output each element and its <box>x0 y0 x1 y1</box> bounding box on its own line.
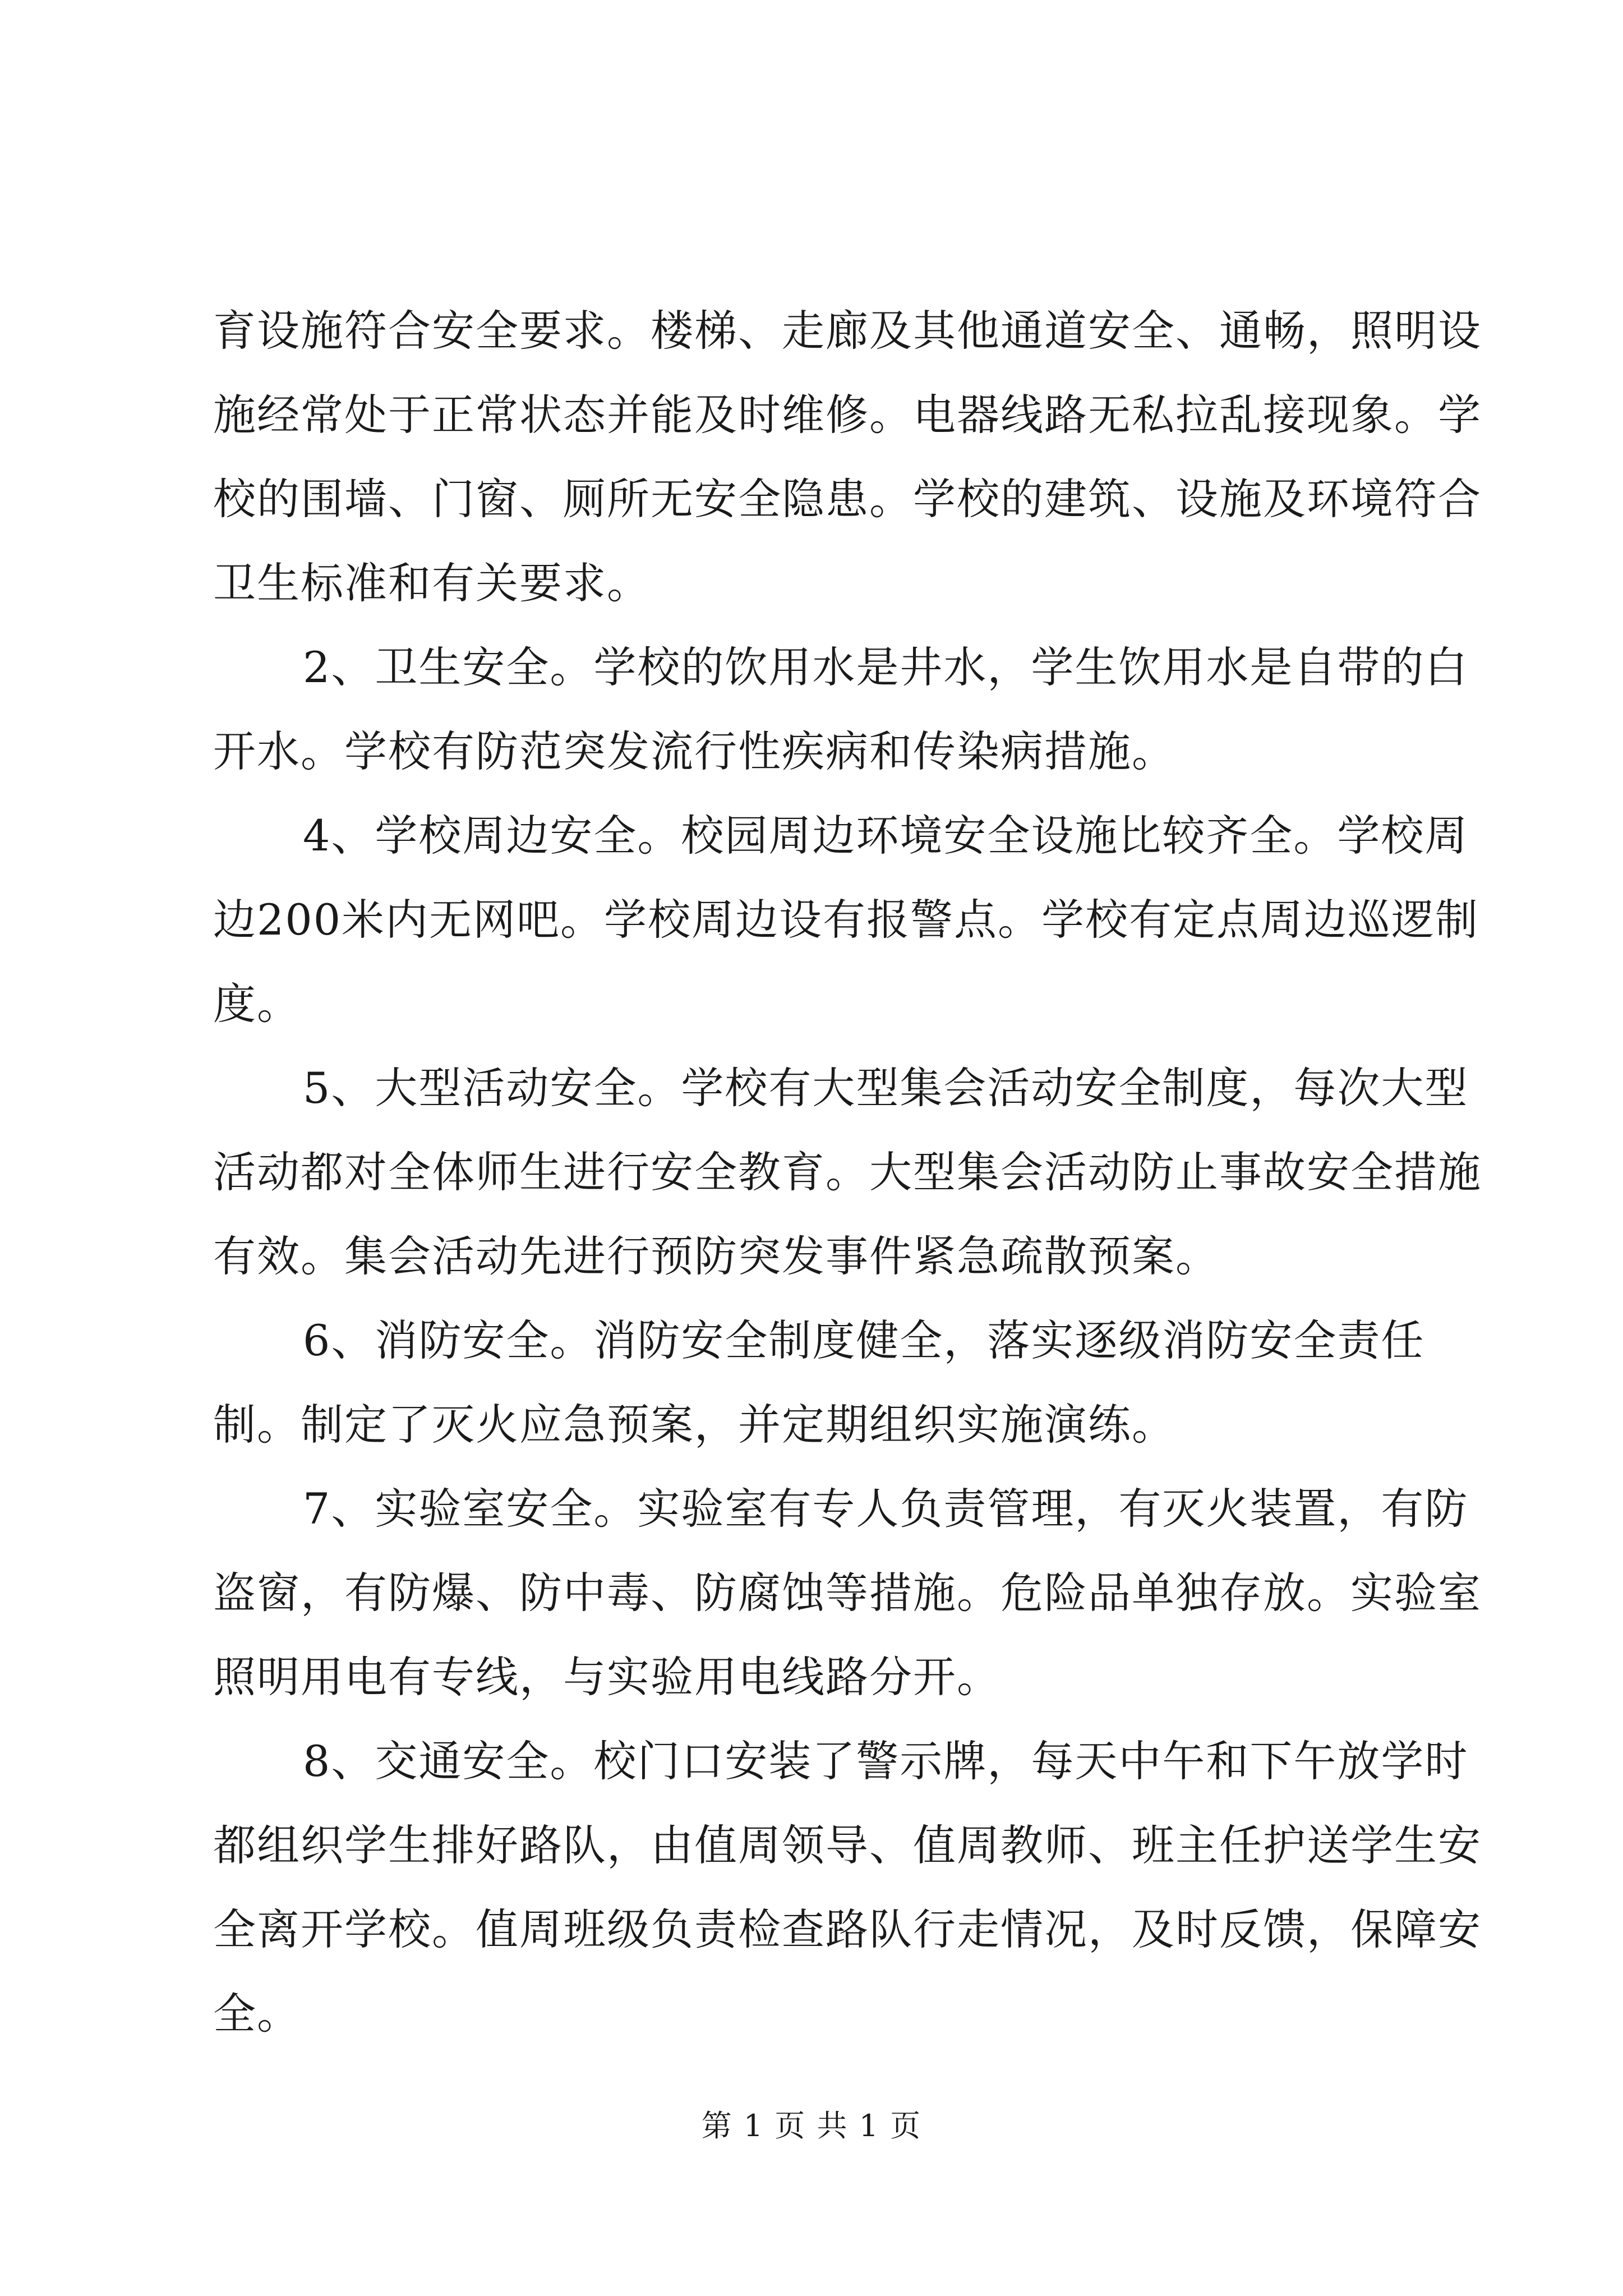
paragraph: 5、大型活动安全。学校有大型集会活动安全制度，每次大型活动都对全体师生进行安全教育。大型集会活动防止事故安全措施有效。集会活动先进行预防突发事件紧急疏散预案。 <box>213 1063 1482 1281</box>
paragraph: 2、卫生安全。学校的饮用水是井水，学生饮用水是自带的白开水。学校有防范突发流行性疾病和传染病措施。 <box>213 642 1469 776</box>
page-footer: 第 1 页 共 1 页 <box>701 2108 922 2143</box>
paragraph: 4、学校周边安全。校园周边环境安全设施比较齐全。学校周边200米内无网吧。学校周边设有报警点。学校有定点周边巡逻制度。 <box>213 811 1479 1029</box>
paragraph: 6、消防安全。消防安全制度健全，落实逐级消防安全责任制。制定了灭火应急预案，并定期组织实施演练。 <box>213 1315 1425 1450</box>
paragraph: 育设施符合安全要求。楼梯、走廊及其他通道安全、通畅，照明设施经常处于正常状态并能及时维修。电器线路无私拉乱接现象。学校的围墙、门窗、厕所无安全隐患。学校的建筑、设施及环境符合卫生标准和有关要求。 <box>213 306 1482 608</box>
document-body <box>213 289 1486 2056</box>
paragraph: 8、交通安全。校门口安装了警示牌，每天中午和下午放学时都组织学生排好路队，由值周领导、值周教师、班主任护送学生安全离开学校。值周班级负责检查路队行走情况，及时反馈，保障安全。 <box>213 1736 1482 2039</box>
paragraph: 7、实验室安全。实验室有专人负责管理，有灭火装置，有防盗窗，有防爆、防中毒、防腐蚀等措施。危险品单独存放。实验室照明用电有专线，与实验用电线路分开。 <box>213 1484 1482 1702</box>
